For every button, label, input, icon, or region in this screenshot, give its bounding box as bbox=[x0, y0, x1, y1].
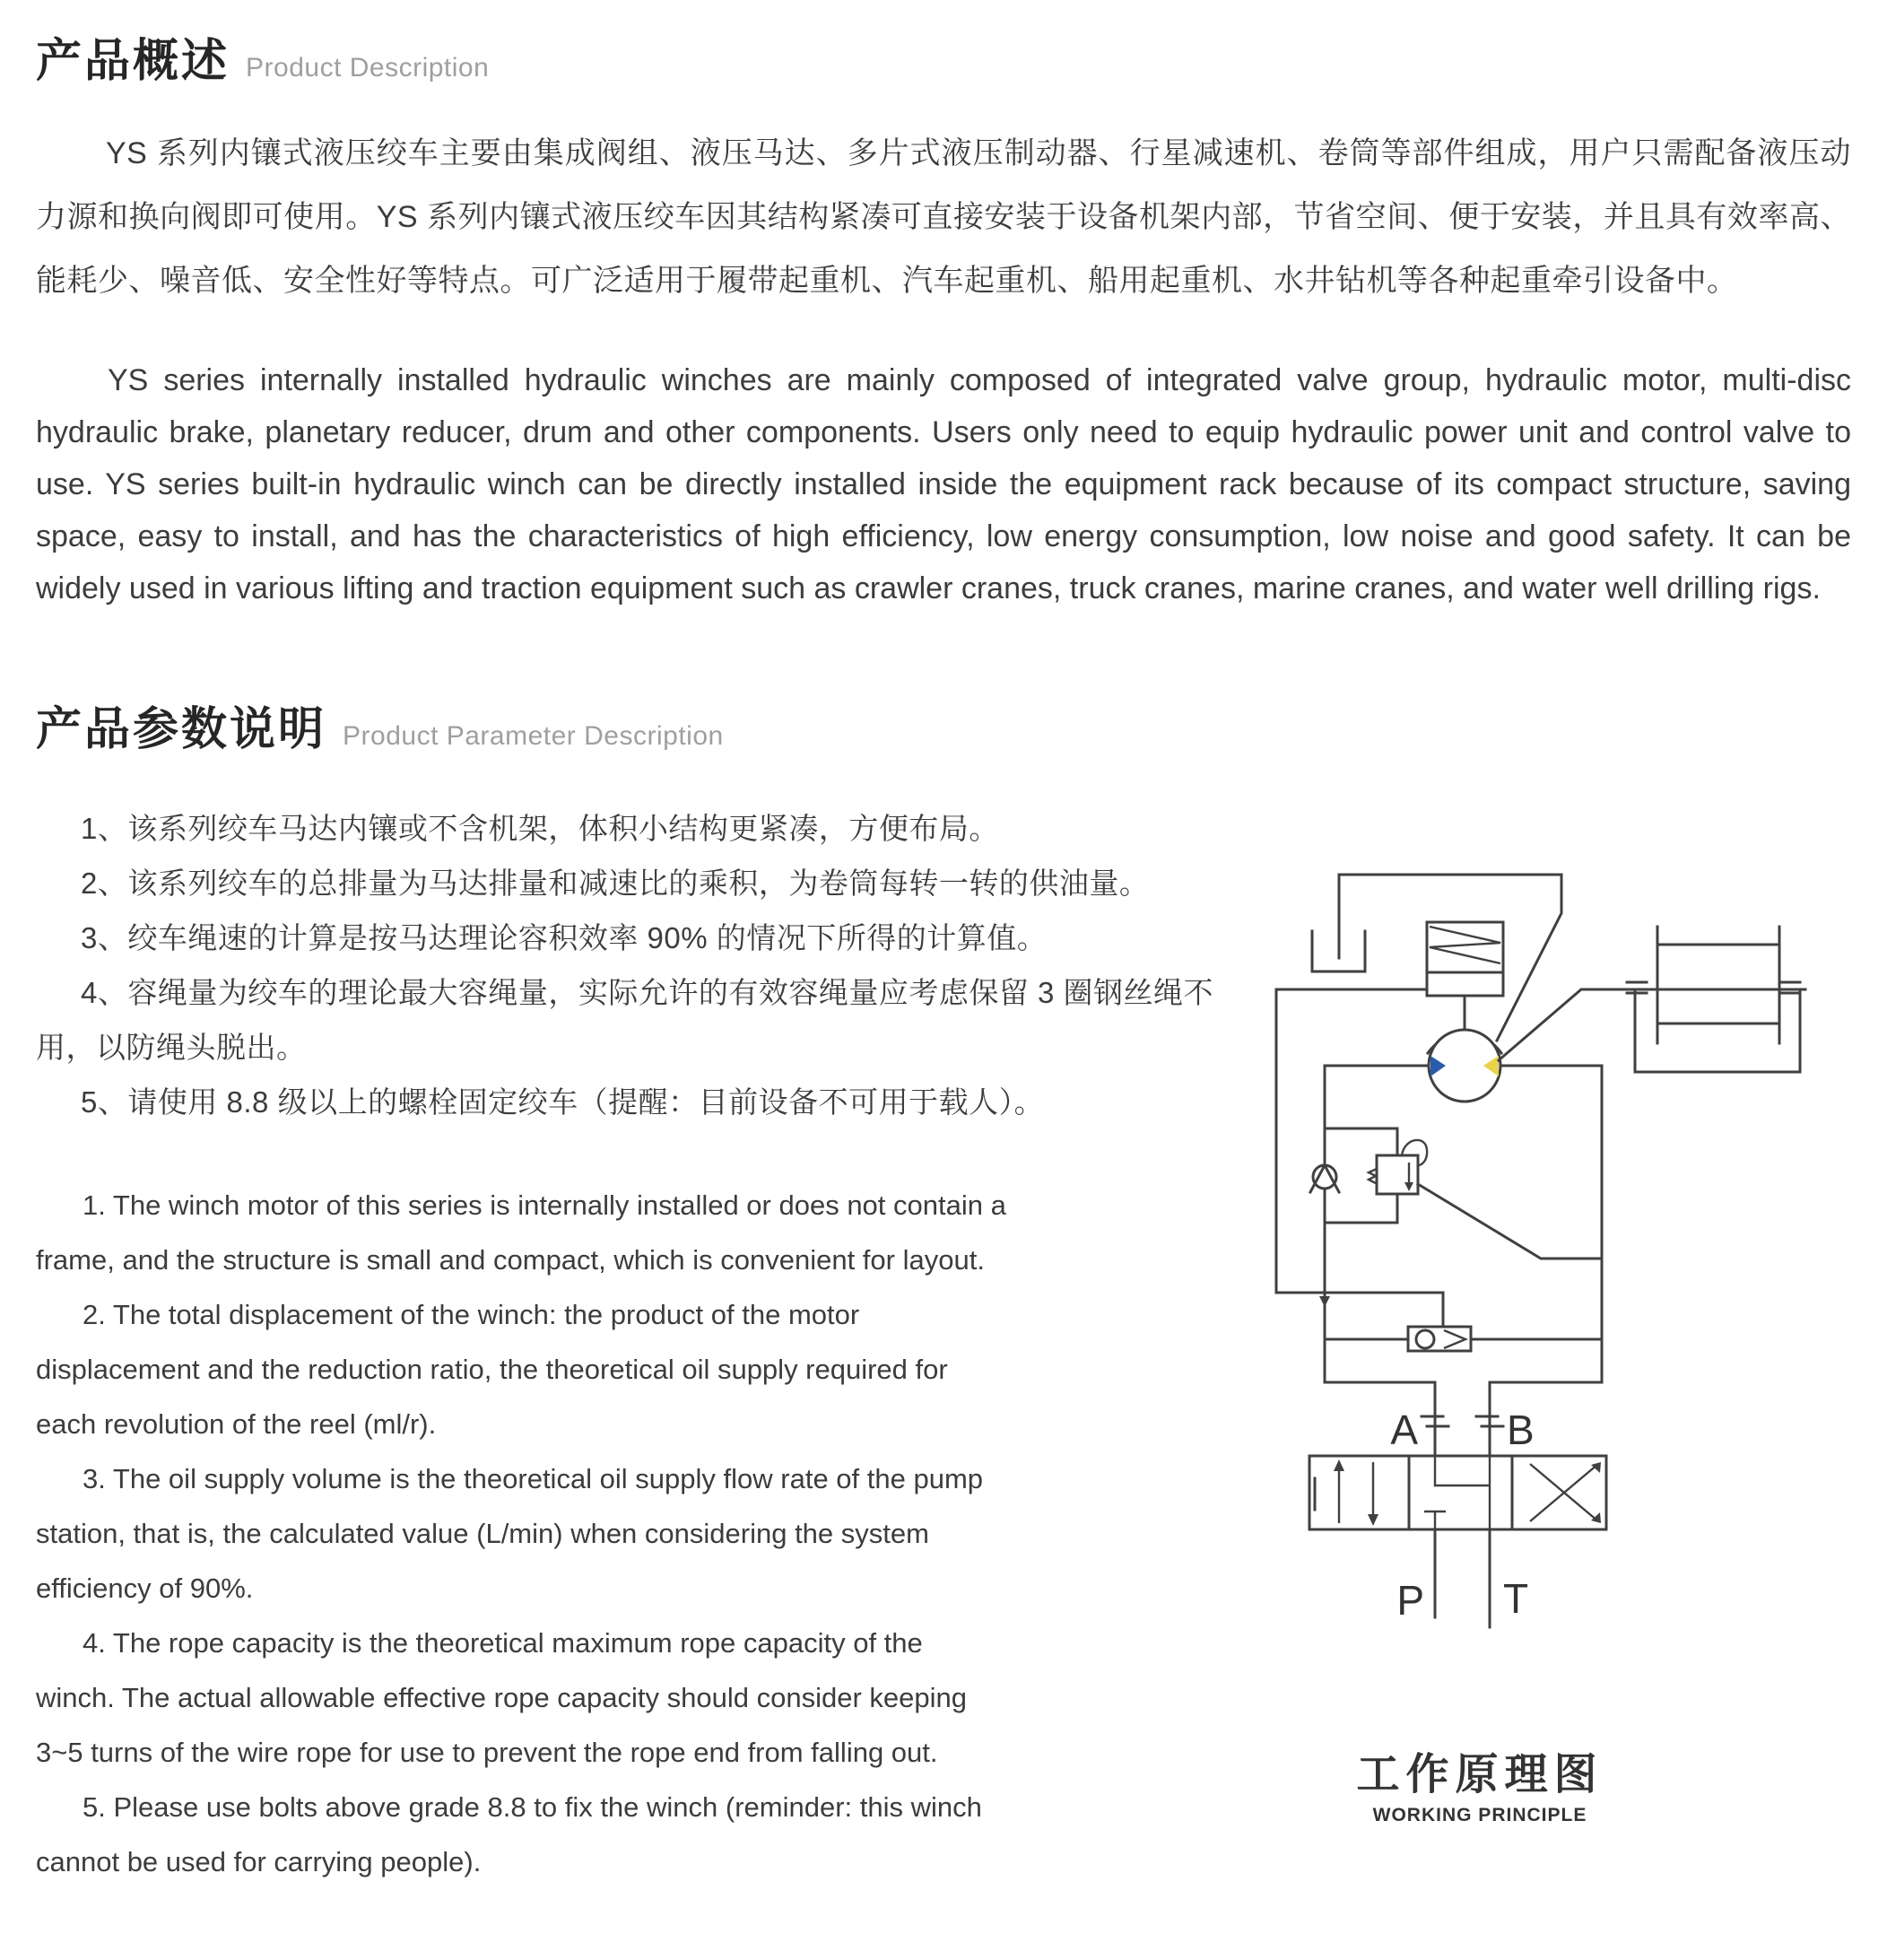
note-cn-5: 5、请使用 8.8 级以上的螺栓固定绞车（提醒：目前设备不可用于载人）。 bbox=[81, 1085, 1045, 1119]
check-valve-symbol bbox=[1310, 1165, 1339, 1192]
counterbalance-valve-symbol bbox=[1325, 1128, 1602, 1259]
parameters-heading bbox=[36, 692, 1851, 758]
notes-list-en bbox=[36, 1178, 1009, 1889]
diagram-caption-en: WORKING PRINCIPLE bbox=[1372, 1805, 1587, 1825]
winch-drum-symbol bbox=[1635, 927, 1800, 1072]
parameters-title-cn: 产品参数说明 bbox=[36, 703, 327, 754]
brake-release-line bbox=[1276, 989, 1443, 1307]
overview-paragraph-en: YS series internally installed hydraulic winches are mainly composed of integrated valve group, hydraulic motor, multi-disc hydraulic brake, planetary reducer, drum and other components. Users only need to equip hydraulic power unit and control valve to use. YS series built-in hydraulic winch can be directly installed inside the equipment rack because of its compact structure, saving space, easy to install, and has the characteristics of high efficiency, low energy consumption, low noise and good safety. It can be widely used in various lifting and traction equipment such as crawler cranes, truck cranes, marine cranes, and water well drilling rigs. bbox=[36, 363, 1851, 605]
port-a-line bbox=[1325, 1382, 1448, 1456]
hydraulic-motor-symbol bbox=[1428, 1030, 1501, 1102]
working-principle-diagram bbox=[1245, 850, 1865, 1859]
shuttle-valve-symbol bbox=[1325, 1293, 1602, 1351]
note-cn-3: 3、绞车绳速的计算是按马达理论容积效率 90% 的情况下所得的计算值。 bbox=[81, 921, 1048, 954]
note-cn-1: 1、该系列绞车马达内镶或不含机架，体积小结构更紧凑，方便布局。 bbox=[81, 812, 999, 845]
line-motor-b-side bbox=[1500, 1066, 1602, 1382]
note-en-2: 2. The total displacement of the winch: the product of the motor displacement and the reduction ratio, the theoretical oil supply required for each revolution of the reel (ml/r). bbox=[36, 1299, 948, 1440]
parameters-title-en: Product Parameter Description bbox=[343, 721, 724, 751]
port-p-label: P bbox=[1396, 1577, 1424, 1624]
note-en-4: 4. The rope capacity is the theoretical maximum rope capacity of the winch. The actual allowable effective rope capacity should consider keeping 3~5 turns of the wire rope for use to prevent the rope end from falling out. bbox=[36, 1627, 967, 1768]
note-cn-4: 4、容绳量为绞车的理论最大容绳量，实际允许的有效容绳量应考虑保留 3 圈钢丝绳不用，以防绳头脱出。 bbox=[36, 976, 1214, 1064]
brake-cylinder-symbol bbox=[1427, 922, 1503, 1028]
overview-heading bbox=[36, 23, 1851, 90]
overview-paragraph-cn: YS 系列内镶式液压绞车主要由集成阀组、液压马达、多片式液压制动器、行星减速机、卷筒等部件组成，用户只需配备液压动力源和换向阀即可使用。YS 系列内镶式液压绞车因其结构紧凑可直接安装于设备机架内部，节省空间、便于安装，并且具有效率高、能耗少、噪音低、安全性好等特点。可广泛适用于履带起重机、汽车起重机、船用起重机、水井钻机等各种起重牵引设备中。 bbox=[36, 136, 1851, 298]
note-cn-2: 2、该系列绞车的总排量为马达排量和减速比的乘积，为卷筒每转一转的供油量。 bbox=[81, 867, 1150, 900]
port-a-label: A bbox=[1390, 1407, 1418, 1453]
overview-title-en: Product Description bbox=[246, 53, 490, 83]
note-en-3: 3. The oil supply volume is the theoretical oil supply flow rate of the pump station, that is, the calculated value (L/min) when considering the system efficiency of 90%. bbox=[36, 1463, 984, 1604]
port-b-label: B bbox=[1507, 1407, 1535, 1453]
drive-shaft bbox=[1499, 982, 1805, 1060]
notes-list-cn bbox=[36, 801, 1215, 1129]
directional-valve-symbol bbox=[1309, 1456, 1606, 1529]
diagram-caption-cn: 工作原理图 bbox=[1356, 1751, 1604, 1799]
note-en-1: 1. The winch motor of this series is internally installed or does not contain a frame, and the structure is small and compact, which is convenient for layout. bbox=[36, 1189, 1006, 1276]
port-t-label: T bbox=[1503, 1575, 1529, 1622]
note-en-5: 5. Please use bolts above grade 8.8 to fix the winch (reminder: this winch cannot be used for carrying people). bbox=[36, 1791, 982, 1877]
overview-title-cn: 产品概述 bbox=[36, 35, 230, 86]
port-b-line bbox=[1476, 1382, 1602, 1456]
